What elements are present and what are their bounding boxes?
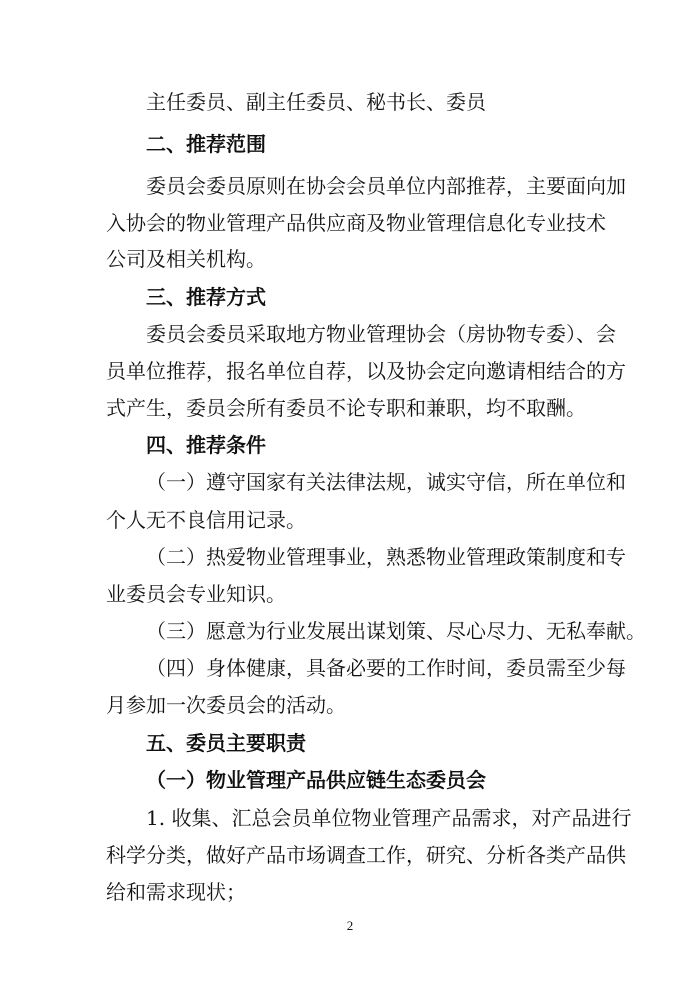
paragraph-line: 式产生，委员会所有委员不论专职和兼职，均不取酬。 <box>106 396 586 420</box>
section-heading: 三、推荐方式 <box>146 285 266 309</box>
paragraph-line: 个人无不良信用记录。 <box>106 508 306 532</box>
paragraph-line: 业委员会专业知识。 <box>106 582 286 606</box>
text-line: 主任委员、副主任委员、秘书长、委员 <box>146 90 486 114</box>
page-number: 2 <box>346 918 354 933</box>
section-heading: 五、委员主要职责 <box>146 731 306 755</box>
subsection-heading: （一）物业管理产品供应链生态委员会 <box>146 768 486 792</box>
paragraph-line: 1. 收集、汇总会员单位物业管理产品需求，对产品进行 <box>146 806 632 830</box>
paragraph-line: 给和需求现状； <box>106 880 246 904</box>
paragraph-line: （一）遵守国家有关法律法规，诚实守信，所在单位和 <box>146 470 626 494</box>
paragraph-line: （三）愿意为行业发展出谋划策、尽心尽力、无私奉献。 <box>146 619 646 643</box>
paragraph-line: 公司及相关机构。 <box>106 247 266 271</box>
section-heading: 四、推荐条件 <box>146 433 266 457</box>
paragraph-line: 月参加一次委员会的活动。 <box>106 693 346 717</box>
paragraph-line: 委员会委员原则在协会会员单位内部推荐，主要面向加 <box>146 174 626 198</box>
paragraph-line: 入协会的物业管理产品供应商及物业管理信息化专业技术 <box>106 211 606 235</box>
paragraph-line: （二）热爱物业管理事业，熟悉物业管理政策制度和专 <box>146 545 626 569</box>
paragraph-line: 员单位推荐，报名单位自荐，以及协会定向邀请相结合的方 <box>106 359 626 383</box>
paragraph-line: 科学分类，做好产品市场调查工作，研究、分析各类产品供 <box>106 843 626 867</box>
paragraph-line: （四）身体健康，具备必要的工作时间，委员需至少每 <box>146 656 626 680</box>
section-heading: 二、推荐范围 <box>146 132 266 156</box>
paragraph-line: 委员会委员采取地方物业管理协会（房协物专委）、会 <box>146 322 616 346</box>
